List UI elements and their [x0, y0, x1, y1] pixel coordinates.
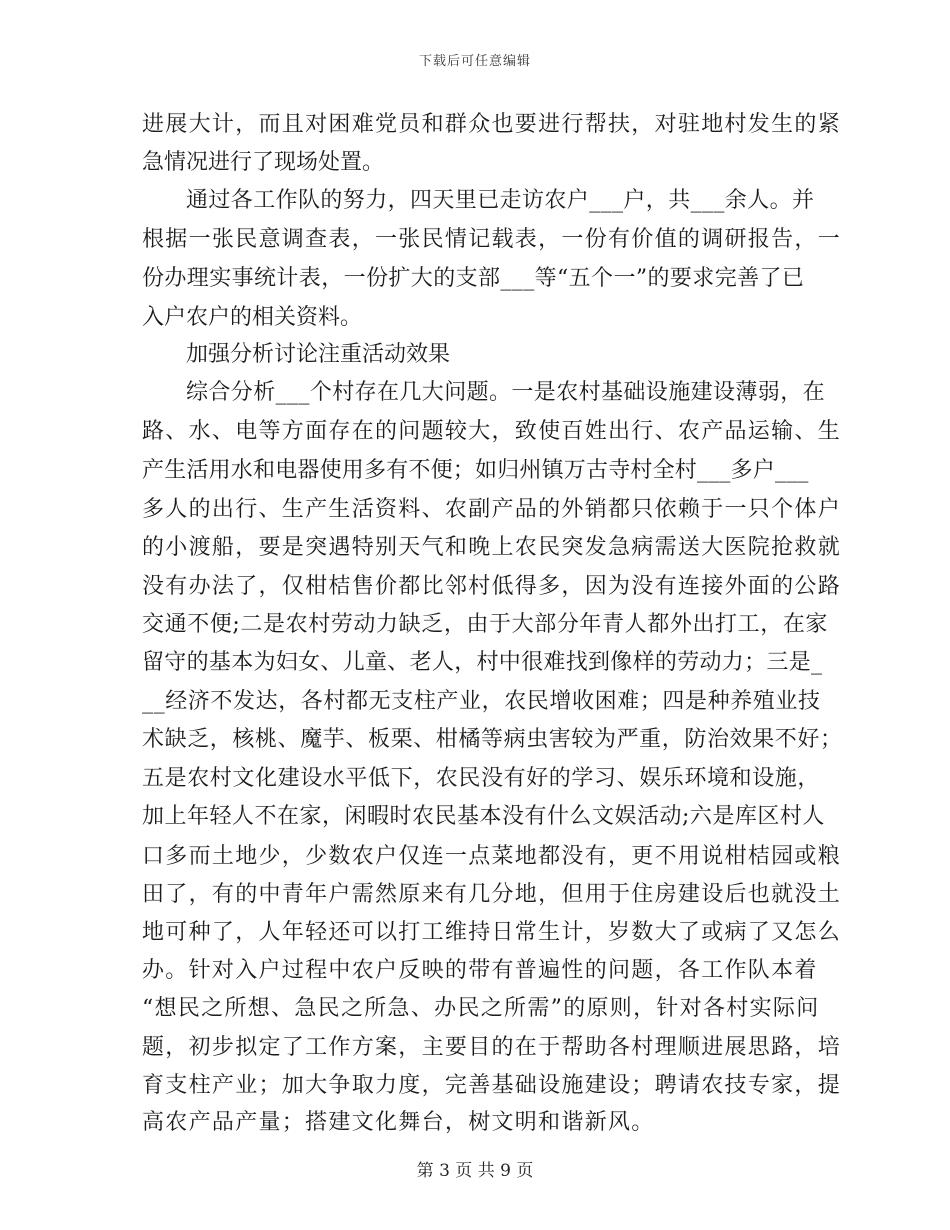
- body-line: 加上年轻人不在家，闲暇时农民基本没有什么文娱活动;六是库区村人: [142, 804, 825, 829]
- body-line: 高农产品产量；搭建文化舞台，树文明和谐新风。: [142, 1110, 655, 1135]
- body-line: 地可种了，人年轻还可以打工维持日常生计，岁数大了或病了又怎么: [142, 920, 842, 945]
- body-line: 田了，有的中青年户需然原来有几分地，但用于住房建设后也就没土: [142, 882, 842, 907]
- body-line: 多人的出行、生产生活资料、农副产品的外销都只依赖于一只个体户: [142, 497, 842, 522]
- body-line: 根据一张民意调查表，一张民情记载表，一份有价值的调研报告，一: [142, 227, 842, 252]
- page-number: 第 3 页 共 9 页: [416, 1161, 534, 1181]
- body-line: 交通不便;二是农村劳动力缺乏，由于大部分年青人都外出打工，在家: [142, 612, 829, 637]
- body-line: 五是农村文化建设水平低下，农民没有好的学习、娱乐环境和设施，: [142, 766, 821, 791]
- page-header: 下载后可任意编辑: [418, 54, 531, 69]
- body-line: 术缺乏，核桃、魔芋、板栗、柑橘等病虫害较为严重，防治效果不好；: [142, 727, 843, 752]
- section-heading: 加强分析讨论注重活动效果: [186, 342, 451, 367]
- body-line: 急情况进行了现场处置。: [142, 150, 385, 175]
- body-line: 的小渡船，要是突遇特别天气和晚上农民突发急病需送大医院抢救就: [142, 535, 842, 560]
- body-line: 育支柱产业；加大争取力度，完善基础设施建设；聘请农技专家，提: [142, 1073, 842, 1098]
- body-line: 入户农户的相关资料。: [142, 305, 363, 330]
- body-line: 路、水、电等方面存在的问题较大，致使百姓出行、农产品运输、生: [142, 419, 842, 444]
- paragraph-start-line: 通过各工作队的努力，四天里已走访农户___户，共___余人。并: [186, 188, 815, 213]
- body-line: 份办理实事统计表，一份扩大的支部___等“五个一”的要求完善了已: [142, 266, 805, 291]
- body-line: __经济不发达，各村都无支柱产业，农民增收困难；四是种养殖业技: [142, 689, 821, 714]
- body-line: “想民之所想、急民之所急、办民之所需”的原则，针对各村实际问: [142, 996, 820, 1021]
- body-line: 没有办法了，仅柑桔售价都比邻村低得多，因为没有连接外面的公路: [142, 574, 842, 599]
- paragraph-start-line: 综合分析___个村存在几大问题。一是农村基础设施建设薄弱，在: [186, 380, 826, 405]
- body-line: 产生活用水和电器使用多有不便；如归州镇万古寺村全村___多户___: [142, 458, 809, 483]
- body-line: 办。针对入户过程中农户反映的带有普遍性的问题，各工作队本着: [142, 958, 818, 983]
- body-line: 进展大计，而且对困难党员和群众也要进行帮扶，对驻地村发生的紧: [142, 112, 842, 137]
- body-line: 口多而土地少，少数农户仅连一点菜地都没有，更不用说柑桔园或粮: [142, 844, 842, 869]
- body-line: 题，初步拟定了工作方案，主要目的在于帮助各村理顺进展思路，培: [142, 1035, 842, 1060]
- body-line: 留守的基本为妇女、儿童、老人，村中很难找到像样的劳动力；三是_: [142, 650, 823, 675]
